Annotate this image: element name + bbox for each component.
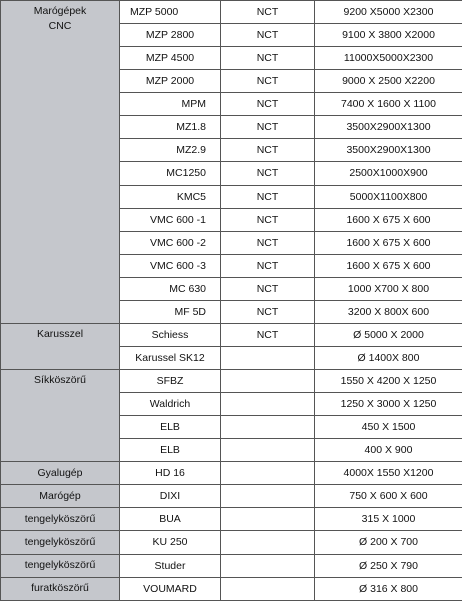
model-cell: MZP 5000 bbox=[120, 1, 221, 24]
category-label: Gyalugép bbox=[3, 466, 117, 481]
dimensions-cell: 1000 X700 X 800 bbox=[315, 277, 462, 300]
model-cell: SFBZ bbox=[120, 370, 221, 393]
table-row bbox=[1, 462, 462, 485]
model-cell: MF 5D bbox=[120, 300, 221, 323]
table-row bbox=[1, 1, 462, 24]
table-row bbox=[1, 577, 462, 600]
control-cell bbox=[221, 370, 315, 393]
model-cell: MC1250 bbox=[120, 162, 221, 185]
category-cell bbox=[1, 323, 120, 369]
table-row bbox=[1, 531, 462, 554]
model-cell: VMC 600 -3 bbox=[120, 254, 221, 277]
model-cell: MZP 2000 bbox=[120, 70, 221, 93]
table-row bbox=[1, 323, 462, 346]
dimensions-cell: 1600 X 675 X 600 bbox=[315, 208, 462, 231]
dimensions-cell: Ø 5000 X 2000 bbox=[315, 323, 462, 346]
model-cell: VOUMARD bbox=[120, 577, 221, 600]
category-label: furatköszörű bbox=[3, 581, 117, 596]
control-cell: NCT bbox=[221, 116, 315, 139]
dimensions-cell: 450 X 1500 bbox=[315, 416, 462, 439]
table-row bbox=[1, 508, 462, 531]
dimensions-cell: 9000 X 2500 X2200 bbox=[315, 70, 462, 93]
table-row bbox=[1, 485, 462, 508]
model-cell: KMC5 bbox=[120, 185, 221, 208]
model-cell: ELB bbox=[120, 439, 221, 462]
control-cell bbox=[221, 393, 315, 416]
dimensions-cell: 4000X 1550 X1200 bbox=[315, 462, 462, 485]
category-cell bbox=[1, 554, 120, 577]
control-cell: NCT bbox=[221, 323, 315, 346]
category-cell bbox=[1, 1, 120, 324]
control-cell bbox=[221, 346, 315, 369]
model-cell: Studer bbox=[120, 554, 221, 577]
dimensions-cell: 11000X5000X2300 bbox=[315, 47, 462, 70]
model-cell: MZP 2800 bbox=[120, 24, 221, 47]
dimensions-cell: 315 X 1000 bbox=[315, 508, 462, 531]
dimensions-cell: Ø 316 X 800 bbox=[315, 577, 462, 600]
dimensions-cell: 1600 X 675 X 600 bbox=[315, 254, 462, 277]
category-label: Marógép bbox=[3, 489, 117, 504]
control-cell bbox=[221, 416, 315, 439]
control-cell bbox=[221, 485, 315, 508]
control-cell: NCT bbox=[221, 162, 315, 185]
category-label: Karusszel bbox=[3, 327, 117, 342]
control-cell: NCT bbox=[221, 300, 315, 323]
dimensions-cell: 1600 X 675 X 600 bbox=[315, 231, 462, 254]
dimensions-cell: 400 X 900 bbox=[315, 439, 462, 462]
category-cell bbox=[1, 577, 120, 600]
table-row bbox=[1, 554, 462, 577]
category-label: Marógépek bbox=[3, 4, 117, 19]
table-row bbox=[1, 370, 462, 393]
dimensions-cell: 750 X 600 X 600 bbox=[315, 485, 462, 508]
dimensions-cell: 5000X1100X800 bbox=[315, 185, 462, 208]
model-cell: VMC 600 -2 bbox=[120, 231, 221, 254]
model-cell: Karussel SK12 bbox=[120, 346, 221, 369]
category-cell bbox=[1, 508, 120, 531]
category-label: tengelyköszörű bbox=[3, 512, 117, 527]
control-cell: NCT bbox=[221, 231, 315, 254]
control-cell: NCT bbox=[221, 139, 315, 162]
model-cell: Schiess bbox=[120, 323, 221, 346]
category-cell bbox=[1, 462, 120, 485]
control-cell: NCT bbox=[221, 93, 315, 116]
model-cell: MPM bbox=[120, 93, 221, 116]
dimensions-cell: Ø 250 X 790 bbox=[315, 554, 462, 577]
control-cell: NCT bbox=[221, 277, 315, 300]
category-label: Síkköszörű bbox=[3, 373, 117, 388]
control-cell bbox=[221, 554, 315, 577]
dimensions-cell: 7400 X 1600 X 1100 bbox=[315, 93, 462, 116]
category-cell bbox=[1, 531, 120, 554]
dimensions-cell: 9200 X5000 X2300 bbox=[315, 1, 462, 24]
dimensions-cell: 1550 X 4200 X 1250 bbox=[315, 370, 462, 393]
control-cell: NCT bbox=[221, 70, 315, 93]
control-cell: NCT bbox=[221, 1, 315, 24]
model-cell: ELB bbox=[120, 416, 221, 439]
category-label: CNC bbox=[3, 19, 117, 34]
category-label: tengelyköszörű bbox=[3, 558, 117, 573]
control-cell: NCT bbox=[221, 47, 315, 70]
dimensions-cell: Ø 200 X 700 bbox=[315, 531, 462, 554]
control-cell bbox=[221, 577, 315, 600]
model-cell: MZP 4500 bbox=[120, 47, 221, 70]
dimensions-cell: 3200 X 800X 600 bbox=[315, 300, 462, 323]
control-cell bbox=[221, 508, 315, 531]
control-cell: NCT bbox=[221, 24, 315, 47]
category-cell bbox=[1, 485, 120, 508]
control-cell bbox=[221, 462, 315, 485]
model-cell: MZ1.8 bbox=[120, 116, 221, 139]
model-cell: DIXI bbox=[120, 485, 221, 508]
table-body bbox=[1, 1, 462, 601]
control-cell bbox=[221, 439, 315, 462]
category-cell bbox=[1, 370, 120, 462]
control-cell: NCT bbox=[221, 254, 315, 277]
control-cell: NCT bbox=[221, 185, 315, 208]
model-cell: BUA bbox=[120, 508, 221, 531]
model-cell: MZ2.9 bbox=[120, 139, 221, 162]
dimensions-cell: 2500X1000X900 bbox=[315, 162, 462, 185]
category-label: tengelyköszörű bbox=[3, 535, 117, 550]
dimensions-cell: 1250 X 3000 X 1250 bbox=[315, 393, 462, 416]
dimensions-cell: 3500X2900X1300 bbox=[315, 116, 462, 139]
model-cell: KU 250 bbox=[120, 531, 221, 554]
model-cell: MC 630 bbox=[120, 277, 221, 300]
dimensions-cell: Ø 1400X 800 bbox=[315, 346, 462, 369]
model-cell: Waldrich bbox=[120, 393, 221, 416]
dimensions-cell: 9100 X 3800 X2000 bbox=[315, 24, 462, 47]
model-cell: HD 16 bbox=[120, 462, 221, 485]
model-cell: VMC 600 -1 bbox=[120, 208, 221, 231]
control-cell bbox=[221, 531, 315, 554]
control-cell: NCT bbox=[221, 208, 315, 231]
dimensions-cell: 3500X2900X1300 bbox=[315, 139, 462, 162]
